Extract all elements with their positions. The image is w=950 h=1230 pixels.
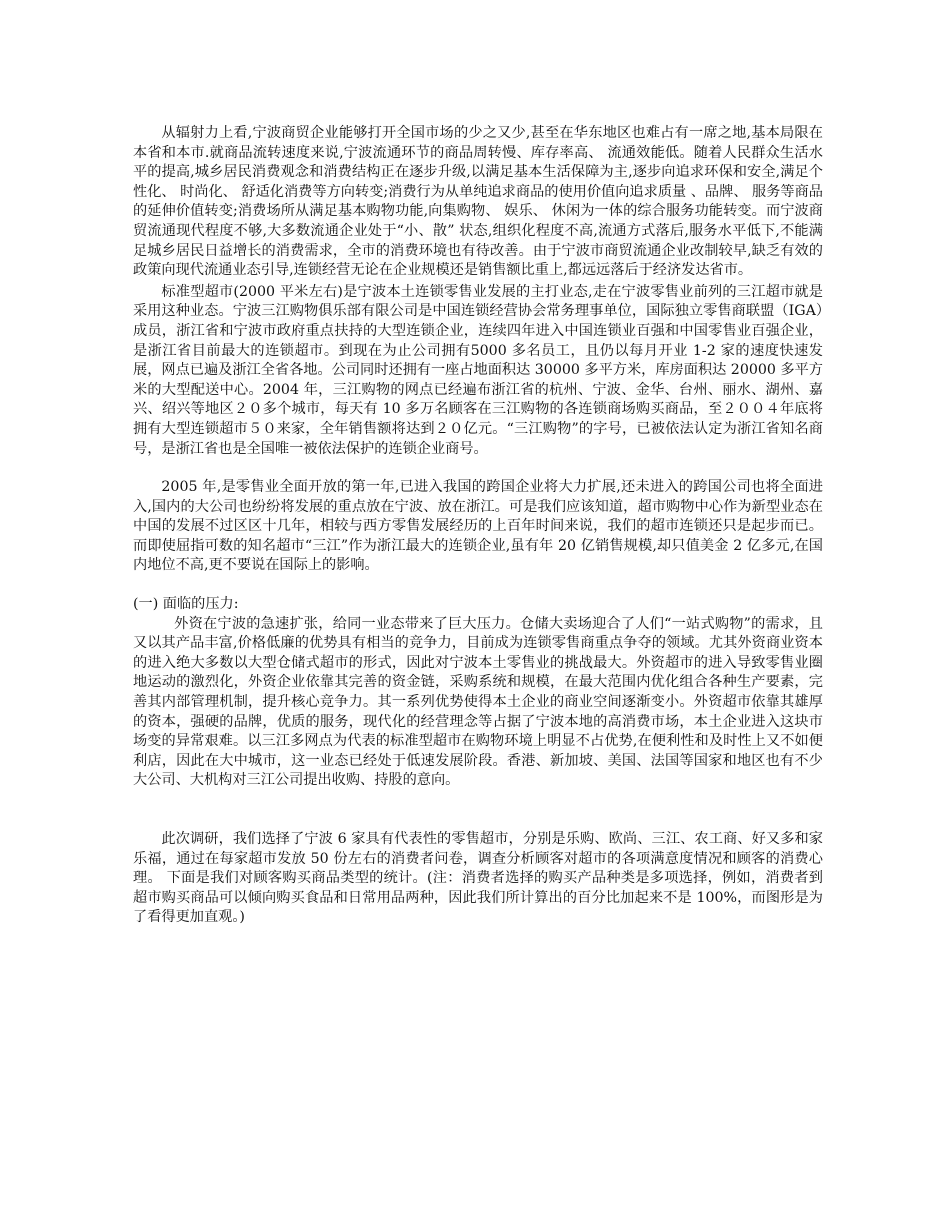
spacer	[133, 459, 823, 478]
section-heading-pressure: (一) 面临的压力:	[133, 596, 239, 613]
document-page	[133, 124, 823, 928]
spacer	[133, 576, 823, 595]
paragraph-foreign-capital: 外资在宁波的急速扩张，给同一业态带来了巨大压力。仓储大卖场迎合了人们“一站式购物”的需求，且又以其产品丰富,价格低廉的优势具有相当的竞争力，目前成为连锁零售商重点争夺的领域。尤其外资商业资本的进入绝大多数以大型仓储式超市的形式，因此对宁波本土零售业的挑战最大。外资超市的进入导致零售业圈地运动的激烈化，外资企业依靠其完善的资金链，采购系统和规模，在最大范围内优化组合各种生产要素，完善其内部管理机制，提升核心竞争力。其一系列优势使得本土企业的商业空间逐渐变小。外资超市依靠其雄厚的资本，强硬的品牌，优质的服务，现代化的经营理念等占据了宁波本地的高消费市场，本土企业进入这块市场变的异常艰难。以三江多网点为代表的标准型超市在购物环境上明显不占优势,在便利性和及时性上又不如便利店，因此在大中城市，这一业态已经处于低速发展阶段。香港、新加坡、美国、法国等国家和地区也有不少大公司、大机构对三江公司提出收购、持股的意向。	[133, 615, 823, 789]
paragraph-radiation: 从辐射力上看,宁波商贸企业能够打开全国市场的少之又少,甚至在华东地区也难占有一席之地,基本局限在本省和本市.就商品流转速度来说,宁波流通环节的商品周转慢、库存率高、 流通效能低。随着人民群众生活水平的提高,城乡居民消费观念和消费结构正在逐步升级,以满足基本生活保障为主,逐步向追求环保和安全,满足个性化、 时尚化、 舒适化消费等方向转变;消费行为从单纯追求商品的使用价值向追求质量 、品牌、 服务等商品的延伸价值转变;消费场所从满足基本购物功能,向集购物、 娱乐、 休闲为一体的综合服务功能转变。而宁波商贸流通现代程度不够,大多数流通企业处于“小、散” 状态,组织化程度不高,流通方式落后,服务水平低下,不能满足城乡居民日益增长的消费需求，全市的消费环境也有待改善。由于宁波市商贸流通企业改制较早,缺乏有效的政策向现代流通业态引导,连锁经营无论在企业规模还是销售额比重上,都远远落后于经济发达省市。	[133, 125, 823, 279]
spacer	[133, 791, 823, 830]
paragraph-standard-supermarket: 标准型超市(2000 平米左右)是宁波本土连锁零售业发展的主打业态,走在宁波零售业前列的三江超市就是采用这种业态。宁波三江购物俱乐部有限公司是中国连锁经营协会常务理事单位，国际独立零售商联盟（IGA）成员，浙江省和宁波市政府重点扶持的大型连锁企业，连续四年进入中国连锁业百强和中国零售业百强企业，是浙江省目前最大的连锁超市。到现在为止公司拥有5000 多名员工，且仍以每月开业 1-2 家的速度快速发展，网点已遍及浙江全省各地。公司同时还拥有一座占地面积达 30000 多平方米，库房面积达 20000 多平方米的大型配送中心。2004 年，三江购物的网点已经遍布浙江省的杭州、宁波、金华、台州、丽水、湖州、嘉兴、绍兴等地区２０多个城市，每天有 10 多万名顾客在三江购物的各连锁商场购买商品，至２００４年底将拥有大型连锁超市５０来家，全年销售额将达到２０亿元。“三江购物”的字号，已被依法认定为浙江省知名商号，是浙江省也是全国唯一被依法保护的连锁企业商号。	[133, 283, 823, 457]
paragraph-2005-retail: 2005 年,是零售业全面开放的第一年,已进入我国的跨国企业将大力扩展,还未进入的跨国公司也将全面进入,国内的大公司也纷纷将发展的重点放在宁波、放在浙江。可是我们应该知道，超市购物中心作为新型业态在中国的发展不过区区十几年，相较与西方零售发展经历的上百年时间来说，我们的超市连锁还只是起步而已。而即使屈指可数的知名超市“三江”作为浙江最大的连锁企业,虽有年 20 亿销售规模,却只值美金 2 亿多元,在国内地位不高,更不要说在国际上的影响。	[133, 479, 823, 574]
paragraph-survey: 此次调研，我们选择了宁波 6 家具有代表性的零售超市，分别是乐购、欧尚、三江、农工商、好又多和家乐福，通过在每家超市发放 50 份左右的消费者问卷，调查分析顾客对超市的各项满意度情况和顾客的消费心理。 下面是我们对顾客购买商品类型的统计。(注：消费者选择的购买产品种类是多项选择，例如，消费者到超市购买商品可以倾向购买食品和日常用品两种，因此我们所计算出的百分比加起来不是 100%，而图形是为了看得更加直观。)	[133, 831, 823, 926]
